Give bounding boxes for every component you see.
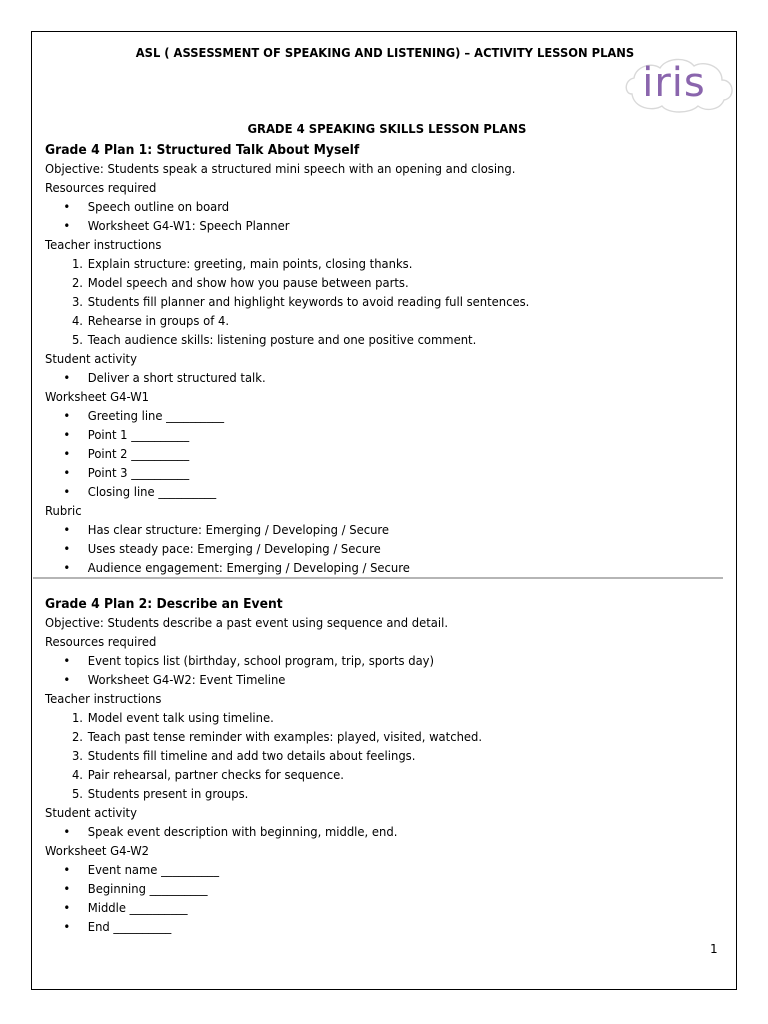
list-item-text: Worksheet G4-W2: Event Timeline <box>87 673 286 687</box>
list-number: 2. <box>71 730 83 744</box>
instruction-step <box>45 747 691 766</box>
bullet-marker: • <box>63 882 71 896</box>
instruction-step <box>45 312 691 331</box>
plan-1-section <box>45 141 725 578</box>
list-number: 3. <box>71 749 83 763</box>
bullet-marker: • <box>63 409 71 423</box>
list-item-text: Model speech and show how you pause between parts. <box>87 276 409 290</box>
resource-item <box>45 217 691 236</box>
instruction-step <box>45 785 691 804</box>
list-item-text: Pair rehearsal, partner checks for sequence. <box>87 768 344 782</box>
logo-text: iris <box>642 60 706 106</box>
iris-logo <box>622 54 736 122</box>
instruction-step <box>45 274 691 293</box>
worksheet-field <box>45 426 691 445</box>
document-header: ASL ( ASSESSMENT OF SPEAKING AND LISTENING) – ACTIVITY LESSON PLANS <box>135 45 635 60</box>
rubric-criterion <box>45 540 691 559</box>
instruction-step <box>45 255 691 274</box>
list-item-text: Students fill timeline and add two details about feelings. <box>87 749 416 763</box>
list-item-text: Speak event description with beginning, middle, end. <box>87 825 398 839</box>
list-item-text: Rehearse in groups of 4. <box>87 314 230 328</box>
bullet-marker: • <box>63 485 71 499</box>
instruction-step <box>45 709 691 728</box>
resource-item <box>45 671 691 690</box>
instructions-heading: Teacher instructions <box>45 238 162 252</box>
instruction-step <box>45 728 691 747</box>
plan-objective: Objective: Students speak a structured mini speech with an opening and closing. <box>45 162 516 176</box>
list-number: 3. <box>71 295 83 309</box>
list-number: 4. <box>71 768 83 782</box>
list-number: 1. <box>71 711 83 725</box>
list-item-text: Point 2 __________ <box>87 447 190 461</box>
list-item-text: Greeting line __________ <box>87 409 225 423</box>
instruction-step <box>45 331 691 350</box>
activity-heading: Student activity <box>45 352 137 366</box>
list-item-text: Deliver a short structured talk. <box>87 371 266 385</box>
bullet-marker: • <box>63 920 71 934</box>
resources-heading: Resources required <box>45 635 157 649</box>
section-title: GRADE 4 SPEAKING SKILLS LESSON PLANS <box>247 121 527 136</box>
list-item-text: Audience engagement: Emerging / Developing / Secure <box>87 561 410 575</box>
plan-2-section <box>45 595 725 937</box>
instruction-step <box>45 293 691 312</box>
worksheet-heading: Worksheet G4-W1 <box>45 390 150 404</box>
list-item-text: Students present in groups. <box>87 787 249 801</box>
worksheet-field <box>45 918 691 937</box>
bullet-marker: • <box>63 542 71 556</box>
worksheet-heading: Worksheet G4-W2 <box>45 844 150 858</box>
bullet-marker: • <box>63 863 71 877</box>
list-number: 4. <box>71 314 83 328</box>
rubric-heading: Rubric <box>45 504 82 518</box>
rubric-criterion <box>45 521 691 540</box>
instruction-step <box>45 766 691 785</box>
list-item-text: Teach past tense reminder with examples: played, visited, watched. <box>87 730 483 744</box>
list-item-text: Students fill planner and highlight keywords to avoid reading full sentences. <box>87 295 530 309</box>
list-item-text: End __________ <box>87 920 172 934</box>
plan-title: Grade 4 Plan 2: Describe an Event <box>45 597 283 612</box>
bullet-marker: • <box>63 654 71 668</box>
resource-item <box>45 652 691 671</box>
list-item-text: Has clear structure: Emerging / Developing / Secure <box>87 523 390 537</box>
resources-heading: Resources required <box>45 181 157 195</box>
list-number: 1. <box>71 257 83 271</box>
bullet-marker: • <box>63 673 71 687</box>
list-item-text: Middle __________ <box>87 901 188 915</box>
bullet-marker: • <box>63 447 71 461</box>
bullet-marker: • <box>63 466 71 480</box>
bullet-marker: • <box>63 371 71 385</box>
list-item-text: Model event talk using timeline. <box>87 711 274 725</box>
bullet-marker: • <box>63 523 71 537</box>
list-item-text: Explain structure: greeting, main points, closing thanks. <box>87 257 413 271</box>
list-number: 2. <box>71 276 83 290</box>
worksheet-field <box>45 899 691 918</box>
list-item-text: Point 1 __________ <box>87 428 190 442</box>
list-item-text: Beginning __________ <box>87 882 208 896</box>
bullet-marker: • <box>63 200 71 214</box>
list-item-text: Teach audience skills: listening posture and one positive comment. <box>87 333 477 347</box>
list-number: 5. <box>71 333 83 347</box>
list-item-text: Point 3 __________ <box>87 466 190 480</box>
instructions-heading: Teacher instructions <box>45 692 162 706</box>
bullet-marker: • <box>63 825 71 839</box>
resource-item <box>45 198 691 217</box>
list-item-text: Event topics list (birthday, school program, trip, sports day) <box>87 654 435 668</box>
activity-item <box>45 823 691 842</box>
list-item-text: Event name __________ <box>87 863 220 877</box>
plan-objective: Objective: Students describe a past event using sequence and detail. <box>45 616 449 630</box>
list-item-text: Worksheet G4-W1: Speech Planner <box>87 219 290 233</box>
worksheet-field <box>45 445 691 464</box>
bullet-marker: • <box>63 428 71 442</box>
worksheet-field <box>45 880 691 899</box>
worksheet-field <box>45 464 691 483</box>
activity-heading: Student activity <box>45 806 137 820</box>
bullet-marker: • <box>63 219 71 233</box>
bullet-marker: • <box>63 561 71 575</box>
plan-divider <box>33 577 723 579</box>
page-number: 1 <box>710 942 718 956</box>
bullet-marker: • <box>63 901 71 915</box>
rubric-criterion <box>45 559 691 578</box>
list-item-text: Speech outline on board <box>87 200 230 214</box>
worksheet-field <box>45 861 691 880</box>
activity-item <box>45 369 691 388</box>
list-item-text: Uses steady pace: Emerging / Developing / Secure <box>87 542 381 556</box>
plan-title: Grade 4 Plan 1: Structured Talk About Myself <box>45 143 360 158</box>
list-number: 5. <box>71 787 83 801</box>
worksheet-field <box>45 483 691 502</box>
worksheet-field <box>45 407 691 426</box>
list-item-text: Closing line __________ <box>87 485 217 499</box>
